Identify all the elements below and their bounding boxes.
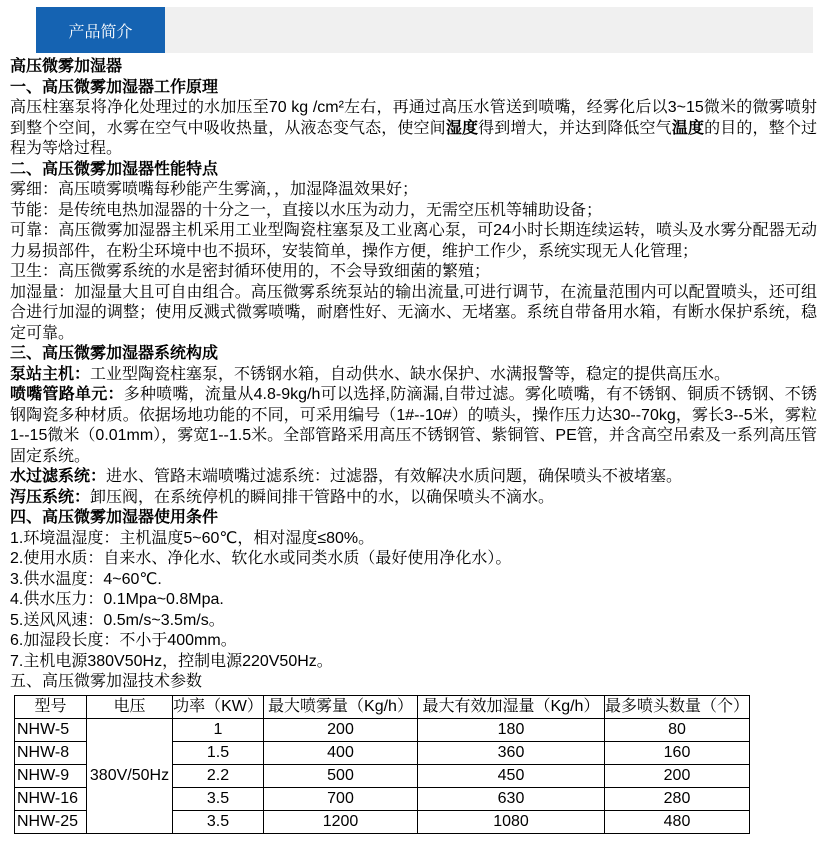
feature-item-energy: 节能：是传统电热加湿器的十分之一，直接以水压为动力，无需空压机等辅助设备； [10,201,603,219]
table-row [15,718,750,741]
section2-heading: 二、高压微雾加湿器性能特点 [10,160,219,178]
header-model: 型号 [15,695,87,718]
cell-power: 2.2 [173,764,264,787]
tab-bar [0,7,813,53]
cell-max-nozzles: 280 [605,787,750,810]
section1-paragraph: 高压柱塞泵将净化处理过的水加压至70 kg /cm²左右，再通过高压水管送到喷嘴，经雾化后以3~15微米的微雾喷射到整个空间，水雾在空气中吸收热量，从液态变气态，使空间湿度得到增大，并达到降低空气温度的目的，整个过程为等焓过程。 [10,99,817,157]
specs-table-header-row [15,695,750,718]
cell-voltage: 380V/50Hz [87,718,173,833]
cell-max-spray: 1200 [264,810,418,833]
system-item-pump-label: 泵站主机： [10,365,91,383]
page-title: 高压微雾加湿器 [10,58,123,75]
section5-heading: 五、高压微雾加湿技术参数 [10,673,203,690]
cell-model: NHW-16 [15,787,87,810]
condition-item-5: 5.送风风速：0.5m/s~3.5m/s。 [10,611,225,629]
cell-power: 3.5 [173,787,264,810]
cell-max-nozzles: 480 [605,810,750,833]
header-max-nozzles: 最多喷头数量（个） [605,695,750,718]
cell-max-spray: 400 [264,741,418,764]
system-item-relief-label: 泻压系统： [10,488,91,506]
condition-item-4: 4.供水压力：0.1Mpa~0.8Mpa. [10,591,224,608]
cell-max-humidify: 450 [418,764,605,787]
condition-item-1: 1.环境温湿度：主机温度5~60℃，相对湿度≤80%。 [10,529,375,547]
condition-item-6: 6.加湿段长度：不小于400mm。 [10,632,237,649]
feature-item-mist: 雾细：高压喷雾喷嘴每秒能产生雾滴，，加湿降温效果好； [10,181,419,198]
system-item-filter [10,467,817,488]
cell-model: NHW-8 [15,741,87,764]
condition-item-3: 3.供水温度：4~60℃. [10,570,162,588]
header-power: 功率（KW） [173,695,264,718]
system-item-relief-text: 卸压阀，在系统停机的瞬间排干管路中的水，以确保喷头不滴水。 [90,488,555,506]
tab-bar-fill [165,7,813,53]
feature-item-capacity: 加湿量：加湿量大且可自由组合。高压微雾系统泵站的输出流量,可进行调节，在流量范围内可以配置喷头，还可组合进行加湿的调整；使用反溅式微雾喷嘴，耐磨性好、无滴水、无堵塞。系统自带备用水箱，有断水保护系统，稳定可靠。 [10,283,817,342]
system-item-nozzle-text: 多种喷嘴，流量从4.8-9kg/h可以选择,防滴漏,自带过滤。雾化喷嘴，有不锈钢、铜质不锈钢、不锈钢陶瓷多种材质。依据场地功能的不同，可采用编号（1#--10#）的喷头，操作压力达30--70kg，雾长3--5米，雾粒1--15微米（0.01mm），雾宽1--1.5米。全部管路采用高压不锈钢管、紫铜管、PE管，并含高空吊索及一系列高压管固定系统。 [10,386,817,465]
condition-item-2: 2.使用水质：自来水、净化水、软化水或同类水质（最好使用净化水）。 [10,550,512,567]
section4-heading: 四、高压微雾加湿器使用条件 [10,509,219,526]
cell-max-humidify: 360 [418,741,605,764]
cell-model: NHW-9 [15,764,87,787]
cell-max-spray: 700 [264,787,418,810]
cell-max-nozzles: 160 [605,741,750,764]
cell-power: 1.5 [173,741,264,764]
cell-max-nozzles: 200 [605,764,750,787]
condition-item-7: 7.主机电源380V50Hz，控制电源220V50Hz。 [10,652,333,670]
system-item-filter-text: 进水、管路末端喷嘴过滤系统：过滤器，有效解决水质问题，确保喷头不被堵塞。 [106,468,683,485]
cell-max-humidify: 630 [418,787,605,810]
cell-max-humidify: 1080 [418,810,605,833]
system-item-nozzle [10,385,817,467]
system-item-filter-label: 水过滤系统： [10,468,107,485]
tab-product-intro-label: 产品简介 [68,23,133,41]
system-item-pump [10,365,817,386]
specs-table [14,695,750,834]
tab-bar-left-spacer [0,7,36,53]
product-description [10,57,817,834]
section3-heading: 三、高压微雾加湿器系统构成 [10,345,219,362]
tab-product-intro[interactable] [36,7,165,53]
cell-model: NHW-5 [15,718,87,741]
cell-model: NHW-25 [15,810,87,833]
cell-max-nozzles: 80 [605,718,750,741]
cell-max-spray: 200 [264,718,418,741]
system-item-pump-text: 工业型陶瓷柱塞泵，不锈钢水箱，自动供水、缺水保护、水满报警等，稳定的提供高压水。 [90,365,731,383]
system-item-relief [10,488,817,509]
header-max-spray: 最大喷雾量（Kg/h） [264,695,418,718]
cell-power: 3.5 [173,810,264,833]
feature-item-hygiene: 卫生：高压微雾系统的水是密封循环使用的，不会导致细菌的繁殖； [10,263,491,280]
cell-max-humidify: 180 [418,718,605,741]
header-voltage: 电压 [87,695,173,718]
cell-power: 1 [173,718,264,741]
header-max-humidify: 最大有效加湿量（Kg/h） [418,695,605,718]
feature-item-reliable: 可靠：高压微雾加湿器主机采用工业型陶瓷柱塞泵及工业离心泵，可24小时长期连续运转，喷头及水雾分配器无动力易损部件，在粉尘环境中也不损环，安装简单，操作方便，维护工作少，系统实现无人化管理； [10,222,817,260]
cell-max-spray: 500 [264,764,418,787]
system-item-nozzle-label: 喷嘴管路单元： [10,386,124,403]
section1-heading: 一、高压微雾加湿器工作原理 [10,78,219,96]
